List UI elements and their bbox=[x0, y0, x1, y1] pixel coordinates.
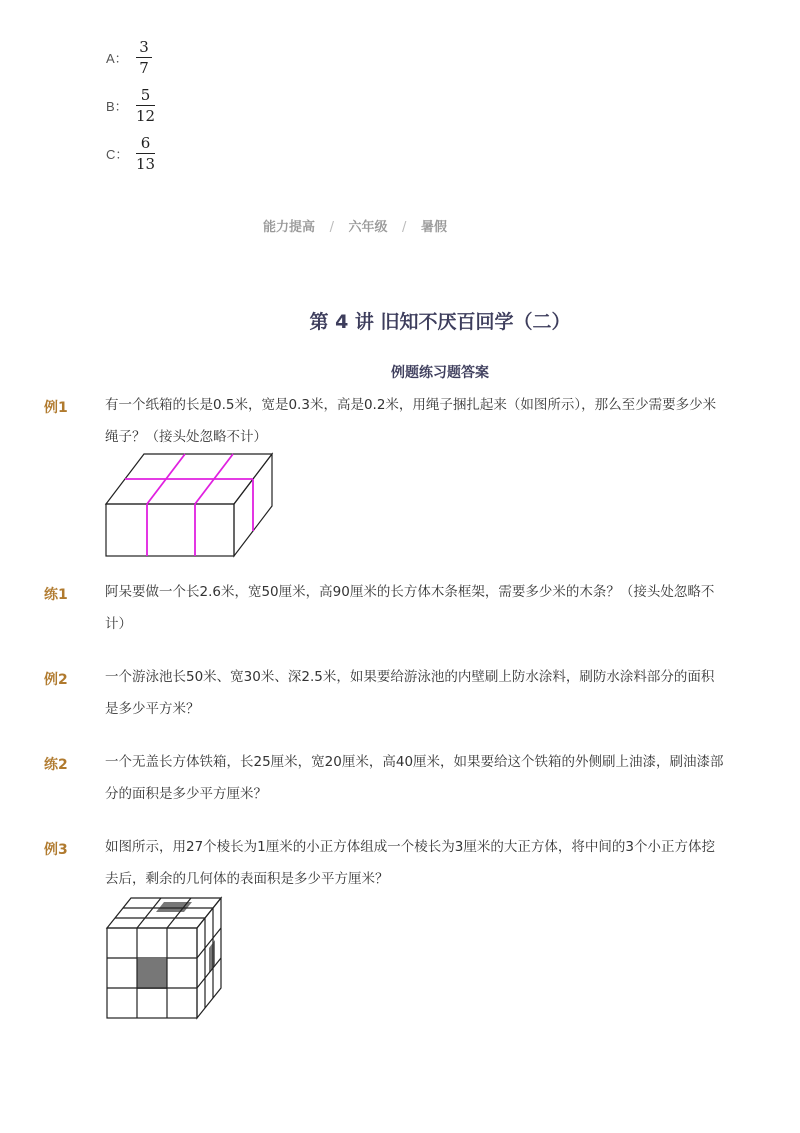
breadcrumb-separator: / bbox=[402, 220, 407, 235]
breadcrumb-item: 能力提高 bbox=[263, 220, 316, 235]
breadcrumb bbox=[0, 216, 710, 235]
numerator: 6 bbox=[140, 134, 151, 152]
problem-practice-2 bbox=[44, 754, 724, 810]
problem-text: 一个游泳池长50米、宽30米、深2.5米，如果要给游泳池的内壁刷上防水涂料，刷防水涂料部分的面积是多少平方米？ bbox=[105, 669, 715, 717]
problem-example-3 bbox=[44, 839, 724, 895]
option-label: A： bbox=[106, 51, 128, 66]
problem-label: 例3 bbox=[44, 842, 68, 858]
option-label: B： bbox=[106, 99, 128, 114]
problem-example-2 bbox=[44, 669, 724, 725]
fraction bbox=[136, 134, 155, 173]
fraction bbox=[136, 86, 155, 125]
problem-label: 练2 bbox=[44, 757, 68, 773]
problem-text: 如图所示，用27个棱长为1厘米的小正方体组成一个棱长为3厘米的大正方体，将中间的3个小正方体挖去后，剩余的几何体的表面积是多少平方厘米？ bbox=[105, 839, 715, 887]
section-subtitle: 例题练习题答案 bbox=[391, 365, 489, 381]
breadcrumb-item: 暑假 bbox=[420, 220, 447, 235]
option-a bbox=[106, 38, 152, 77]
problem-label: 练1 bbox=[44, 587, 68, 603]
breadcrumb-item: 六年级 bbox=[348, 220, 388, 235]
problem-practice-1 bbox=[44, 584, 724, 640]
problem-example-1 bbox=[44, 397, 724, 453]
problem-text: 有一个纸箱的长是0.5米，宽是0.3米，高是0.2米，用绳子捆扎起来（如图所示），那么至少需要多少米绳子？（接头处忽略不计） bbox=[105, 397, 717, 445]
fraction bbox=[136, 38, 152, 77]
box-rope-figure bbox=[104, 452, 276, 558]
numerator: 3 bbox=[139, 38, 149, 56]
problem-label: 例2 bbox=[44, 672, 68, 688]
page-title: 第 4 讲 旧知不厌百回学（二） bbox=[309, 311, 571, 333]
numerator: 5 bbox=[140, 86, 151, 104]
denominator: 13 bbox=[136, 155, 156, 173]
problem-text: 阿呆要做一个长2.6米，宽50厘米，高90厘米的长方体木条框架，需要多少米的木条？（接头处忽略不计） bbox=[105, 584, 715, 632]
denominator: 7 bbox=[139, 59, 149, 77]
problem-text: 一个无盖长方体铁箱，长25厘米，宽20厘米，高40厘米，如果要给这个铁箱的外侧刷上油漆，刷油漆部分的面积是多少平方厘米？ bbox=[105, 754, 724, 802]
denominator: 12 bbox=[136, 107, 156, 125]
problem-label: 例1 bbox=[44, 400, 68, 416]
breadcrumb-separator: / bbox=[329, 220, 334, 235]
option-label: C： bbox=[106, 147, 129, 162]
option-b bbox=[106, 86, 155, 125]
option-c bbox=[106, 134, 155, 173]
cube-figure bbox=[104, 895, 234, 1021]
